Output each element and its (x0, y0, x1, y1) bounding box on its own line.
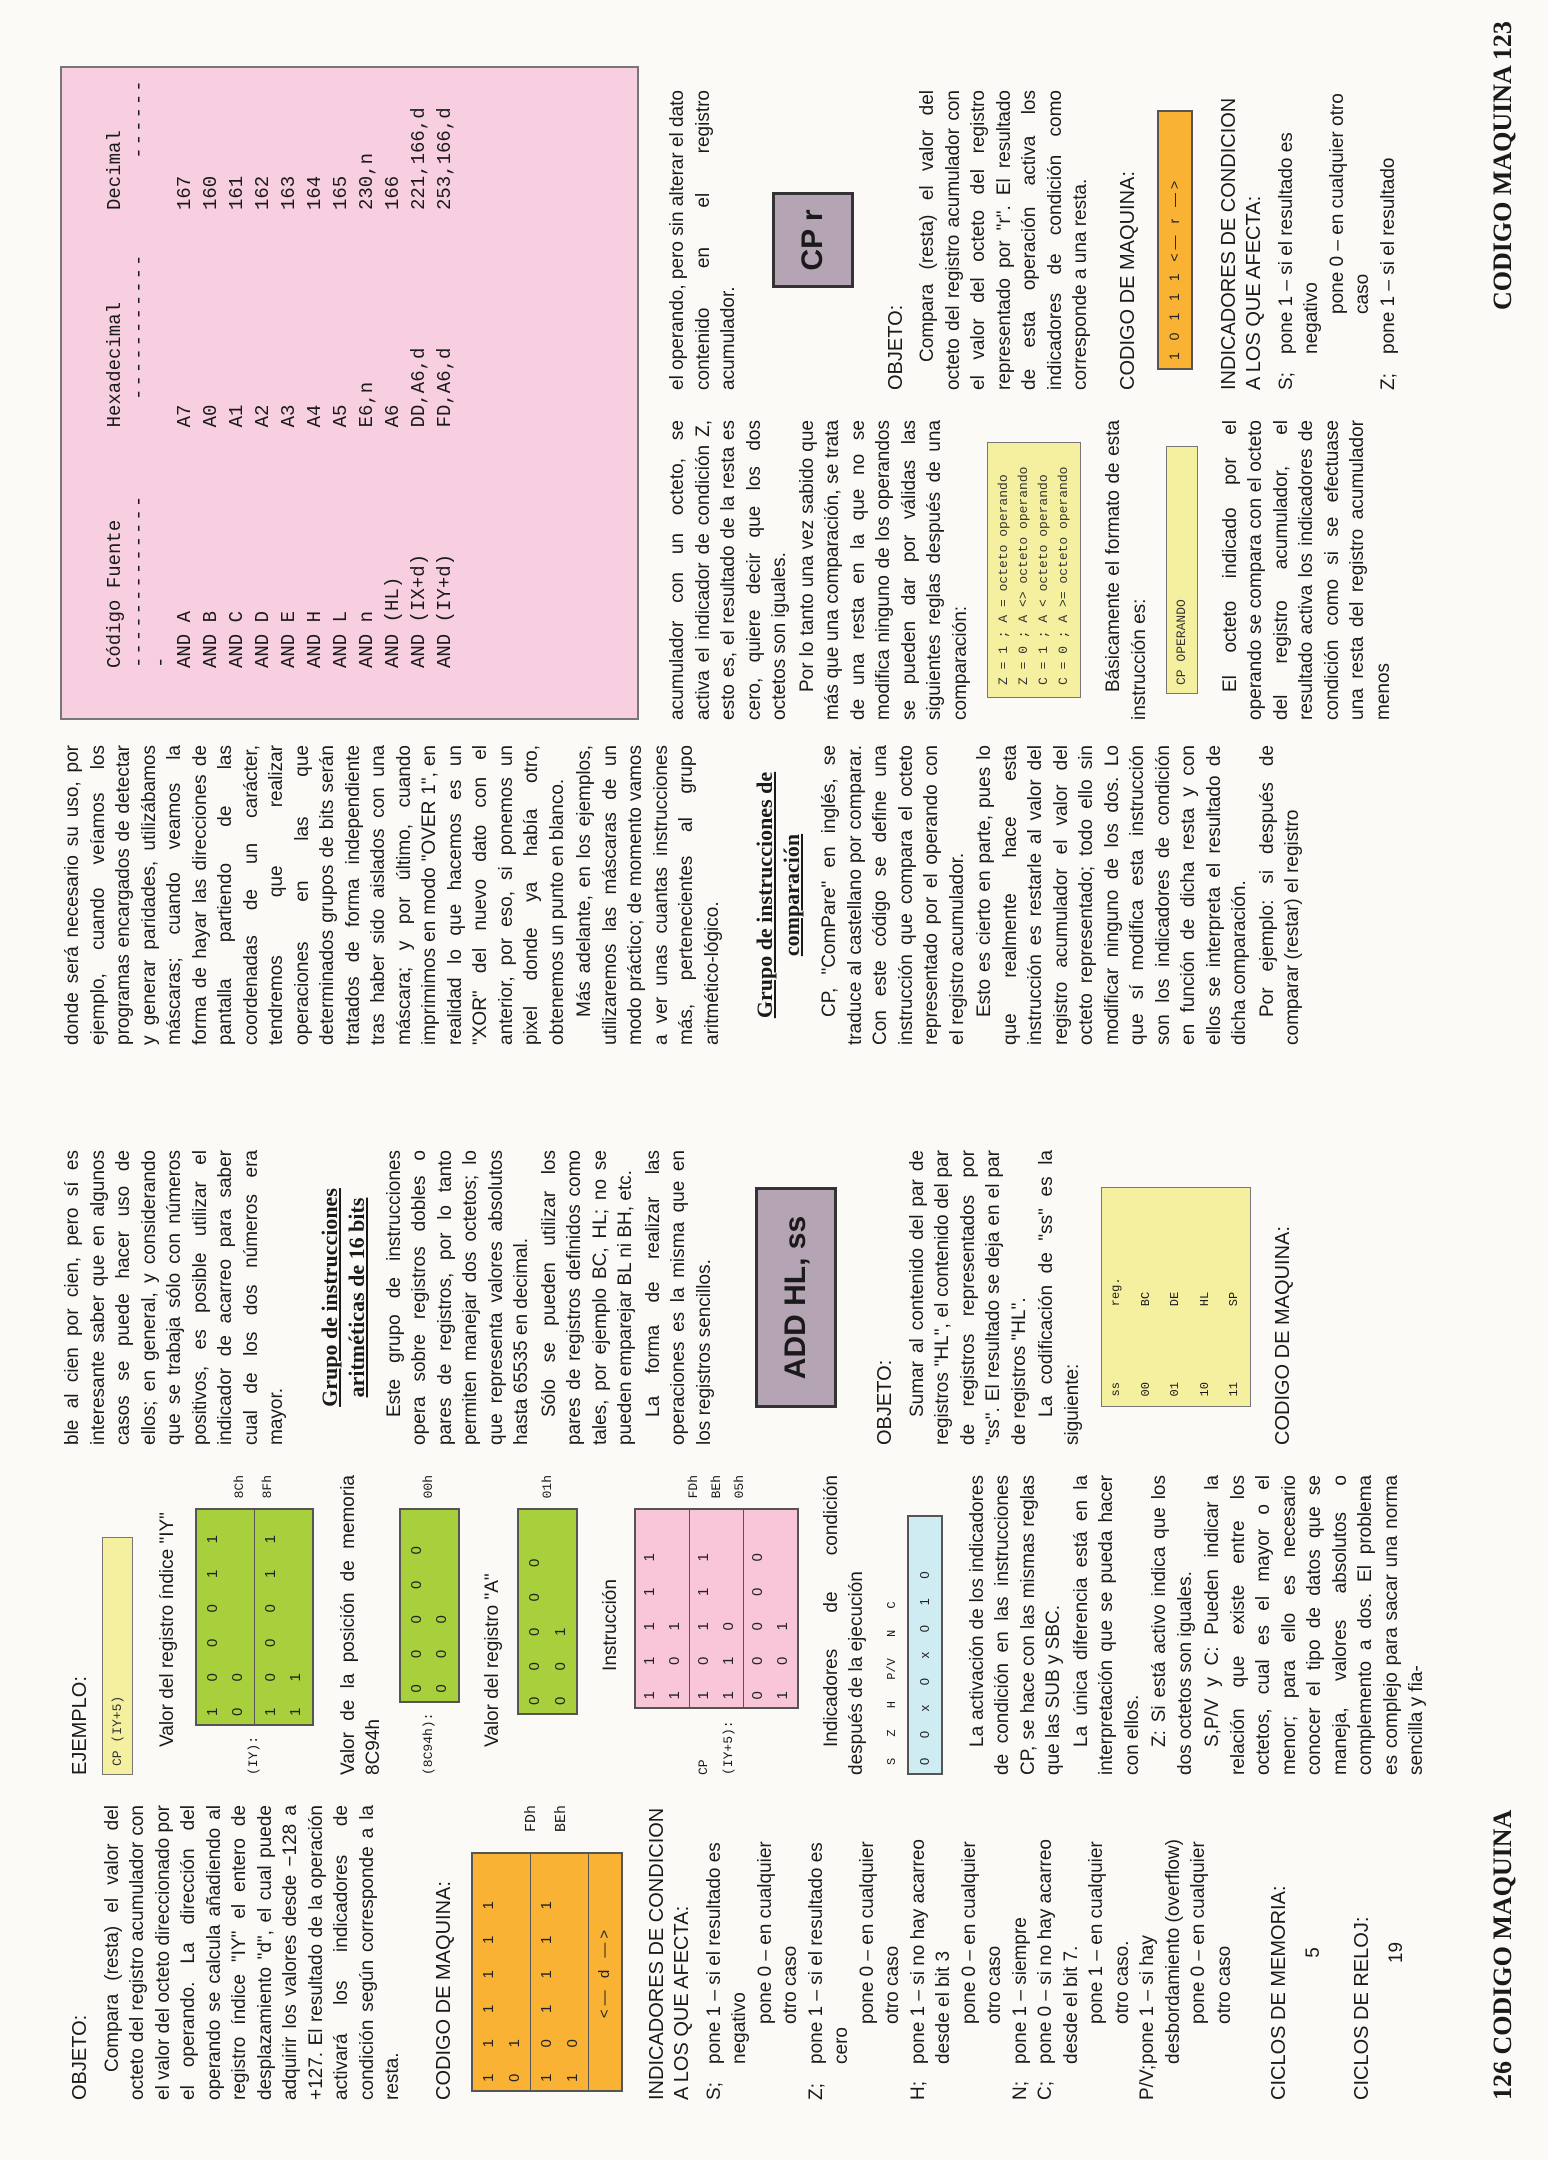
table-row: 11 SP (1227, 1291, 1241, 1397)
instr-bits-3: 0 0 0 0 0 1 0 1 (748, 1542, 791, 1700)
flag-key: N; (1009, 2081, 1031, 2100)
para-por-lo-tanto: Por lo tanto una vez sabido que más que una comparación, se trata de una resta en la que no se modifica ninguno de los operandos se pueden dar por válidas las siguientes reglas después de una comparación: (796, 420, 971, 720)
instr-bits-1: 1 1 1 1 1 1 0 1 (636, 1510, 690, 1707)
right-column-1 (60, 745, 1308, 1045)
flag-key: Z; (805, 2083, 827, 2100)
objeto-text-add: Sumar al contenido del par de registros "HL", el contenido del par de registros representados por "ss". El resultado se deja en el par de registros "HL". (906, 1150, 1030, 1445)
para-basicamente: Básicamente el formato de esta instrucción es: (1103, 420, 1150, 720)
flag-key: S; (1275, 372, 1297, 390)
para-acumulador: acumulador con un octeto, se activa el indicador de condición Z, esto es, el resultado de la resta es cero, quiere decir que los dos octetos son iguales. (667, 420, 790, 720)
table-cell: A1 (226, 404, 248, 428)
table-row (302, 68, 328, 678)
para-por-ejemplo: Por ejemplo: si después de comparar (restar) el registro (1256, 745, 1303, 1045)
flag-line: pone 0 – en cualquier otro caso (1188, 1841, 1235, 2024)
footer-left: 126 CODIGO MAQUINA (1488, 1809, 1517, 2100)
table-cell: 163 (278, 175, 300, 211)
ss-table (1101, 1188, 1251, 1408)
and-instructions-table: Código Fuente Hexadecimal Decimal ------------- ----------- ------- AND A A7 167 AND B A0 160 AND C A1 161 AND D A2 162 AND E A3 163 AND H A4 164 AND L A5 165 AND n E6,n 230,n AND (HL) A6 166 AND (IX+d) DD,A6,d 221,166,d AND (IY+d) FD,A6,d 253,166,d (102, 68, 458, 678)
flag-item (906, 1805, 1008, 2100)
table-cell: AND E (278, 610, 300, 668)
objeto-text-cp: Compara (resta) el valor del octeto del registro acumulador con el valor del octeto del registro representado por "r". El resultado de esta operación activa los indicadores de condición como corresponde a una resta. (917, 90, 1091, 390)
para-spvc: S,P/V y C: Pueden indicar la relación que existe entre los octetos, cual es el mayor o el menor; para ello es necesario conocer el tipo de datos que se maneja, valores absolutos o complemento a dos. El problema es complejo para sacar una norma sencilla y fia- (1202, 1475, 1427, 1775)
table-row: 01 DE (1168, 1291, 1182, 1397)
para-mascaras: donde será necesario su uso, por ejemplo, cuando veíamos los programas encargados de detectar y generar paridades, utilizábamos máscaras; cuando veamos la forma de hayar las direcciones de pantalla partiendo de las coordenadas de un carácter, tendremos que realizar operaciones en las que determinados grupos de bits serán tratados de forma independiente tras haber sido aislados con una máscara; y por último, cuando imprimimos en modo "OVER 1", en realidad lo que hacemos es un "XOR" del nuevo dato con el anterior, por eso, si ponemos un pixel donde ya había otro, obtenemos un punto en blanco. (62, 745, 568, 1045)
table-cell: AND A (174, 610, 196, 668)
code-bits-1: 1 1 1 1 1 1 0 1 (473, 1854, 531, 2090)
section-heading-16bit: Grupo de instrucciones aritméticas de 16 bits (316, 1188, 369, 1407)
rule-3: C = 1 ; A < octeto operando (1036, 474, 1051, 685)
codigo-label-add: CODIGO DE MAQUINA: (1271, 1226, 1294, 1445)
rules-box (987, 442, 1081, 698)
table-cell: AND L (330, 610, 352, 668)
iy-block (195, 1475, 314, 1775)
format-box: CP OPERANDO (1166, 446, 1198, 694)
rule-4: C = 0 ; A >= octeto operando (1056, 466, 1071, 685)
iy-hex-2: 8Fh (260, 1475, 275, 1499)
objeto-label-cp: OBJETO: (884, 304, 907, 390)
table-header: Código Fuente Hexadecimal Decimal (104, 130, 126, 668)
mem-bits: 0 0 0 0 0 0 0 0 (399, 1508, 460, 1702)
table-cell: 164 (304, 175, 326, 211)
flag-line: pone 1 – si el resultado es negativo (703, 1842, 750, 2064)
para-el-octeto: El octeto indicado por el operando se compara con el octeto del registro acumulador, el resultado activa los indicadores de condición como si se efectuase una resta del registro acumulador menos (1219, 420, 1394, 720)
para-diferencia: La única diferencia está en la interpretación que se pueda hacer con ellos. (1070, 1475, 1143, 1775)
iy-bits-2: 1 0 0 0 1 1 1 1 (261, 1524, 304, 1716)
flag-key: C; (1035, 2081, 1056, 2100)
indicadores-ej-label: Indicadores de condición después de la ejecución (820, 1475, 867, 1775)
instr-hex-2: BEh (708, 1475, 724, 1499)
flag-item (1033, 1805, 1135, 2100)
ciclos-memoria-label: CICLOS DE MEMORIA: (1268, 1885, 1290, 2100)
code-bits-d: <— d —> (596, 1925, 613, 2019)
table-row (224, 68, 250, 678)
flag-key: P/V; (1137, 2064, 1158, 2100)
table-cell: AND n (356, 610, 378, 668)
ciclos-reloj-value: 19 (1385, 1941, 1407, 1964)
table-row (276, 68, 302, 678)
table-row (380, 68, 406, 678)
para-operando: el operando, pero sin alterar el dato contenido en el registro acumulador. (667, 90, 739, 390)
table-cell: 230,n (356, 153, 378, 211)
table-cell: 253,166,d (434, 107, 456, 211)
para-z: Z: Si está activo indica que los dos octetos son iguales. (1149, 1475, 1196, 1775)
table-cell: 162 (252, 175, 274, 211)
table-cell: A5 (330, 404, 352, 428)
flag-line: pone 1 – siempre (1009, 1917, 1031, 2064)
table-cell: E6,n (356, 381, 378, 428)
para-top: ble al cien por cien, pero sí es interesante saber que en algunos casos se puede hacer uso de ellos; en general, y considerando que se trabaja sólo con números positivos, es posible utilizar el indicador de acarreo para saber cual de los dos números era mayor. (62, 1150, 287, 1445)
flag-line: pone 0 – en cualquier otro caso (958, 1841, 1005, 2024)
flag-line: pone 1 – si hay desbordamiento (overflow) (1137, 1839, 1184, 2064)
flag-item (1135, 1805, 1237, 2100)
table-cell: 160 (200, 175, 222, 211)
codif-text: La codificación de "ss" es la siguiente: (1036, 1150, 1083, 1445)
objeto-label-add: OBJETO: (874, 1359, 896, 1445)
table-cell: 167 (174, 175, 196, 211)
table-cell: AND (IY+d) (434, 553, 456, 668)
table-cell: AND B (200, 610, 222, 668)
table-row (172, 68, 198, 678)
flag-item (804, 1805, 906, 2100)
iy-bits-1: 1 0 0 0 1 1 0 0 (197, 1510, 255, 1724)
indicadores-label-cp: INDICADORES DE CONDICION A LOS QUE AFECTA: (1217, 97, 1265, 390)
codigo-label-cp: CODIGO DE MAQUINA: (1116, 171, 1139, 390)
mem-hex: 00h (421, 1475, 437, 1499)
table-row (432, 68, 458, 678)
right-column-2 (665, 420, 1398, 720)
table-row (354, 68, 380, 678)
iy-hex-1: 8Ch (232, 1475, 247, 1499)
indicadores-label: INDICADORES DE CONDICION A LOS QUE AFECTA: (645, 1807, 693, 2100)
para-esto-es-cierto: Esto es cierto en parte, pues lo que realmente hace esta instrucción es restarle al valor del registro acumulador el valor del octeto representado; todo ello sin modificar ninguno de los dos. Lo que sí modifica esta instrucción son los indicadores de condición en función de dicha resta y con ellos se interpreta el resultado de dicha comparación. (974, 745, 1250, 1045)
table-cell: AND D (252, 610, 274, 668)
code-box-cp: 1 0 1 1 1 <— r —> (1157, 110, 1193, 370)
instr-block (634, 1475, 799, 1775)
table-cell: AND C (226, 610, 248, 668)
a-block (517, 1475, 578, 1715)
objeto-text: Compara (resta) el valor del octeto del registro acumulador con el valor del octeto direccionado por el operando. La dirección del operando se calcula añadiendo al registro índice "IY" el entero de desplazamiento "d", el cual puede adquirir los valores desde −128 a +127. El resultado de la operación activará los indicadores de condición según corresponde a la resta. (101, 1805, 403, 2100)
code-bits-2: 1 0 1 1 1 1 1 0 (531, 1854, 589, 2090)
instr-title-add-hl: ADD HL, ss (755, 1187, 837, 1408)
table-row (198, 68, 224, 678)
mem-block (399, 1475, 460, 1775)
table-cell: FD,A6,d (434, 347, 456, 428)
ciclos-reloj-label: CICLOS DE RELOJ: (1351, 1916, 1373, 2100)
flag-line: pone 1 – en cualquier otro caso. (1086, 1841, 1133, 2024)
flag-line: pone 0 – si no hay acarreo desde el bit 7. (1035, 1839, 1082, 2064)
valor-mem-label: Valor de la posición de memoria 8C94h (337, 1475, 384, 1775)
rule-2: Z = 0 ; A <> octeto operando (1016, 466, 1031, 685)
instr-tag: CP (IY+5): (695, 1720, 736, 1775)
instr-bits-2: 1 0 1 1 1 1 1 0 (690, 1510, 744, 1707)
mem-tag: (8C94h): (421, 1712, 437, 1775)
flag-line: pone 1 – si el resultado es cero (805, 1842, 852, 2064)
ciclos-memoria-value: 5 (1302, 1947, 1324, 1958)
footer-right: CODIGO MAQUINA 123 (1488, 21, 1517, 310)
flag-values: 0 0 x 0 x 0 1 0 (907, 1515, 943, 1775)
table-cell: AND (HL) (382, 576, 404, 668)
a-hex: 01h (539, 1475, 555, 1499)
table-cell: 165 (330, 175, 352, 211)
right-column-3 (665, 90, 1401, 390)
rule-1: Z = 1 ; A = octeto operando (996, 474, 1011, 685)
table-row: 00 BC (1138, 1291, 1153, 1397)
flags-list (702, 1805, 1238, 2100)
left-column-1 (60, 1805, 1417, 2100)
flag-item (1274, 90, 1376, 390)
table-cell: 221,166,d (408, 107, 430, 211)
instruccion-label: Instrucción (600, 1579, 621, 1671)
para-16bit-c: La forma de realizar las operaciones es la misma que en los registros sencillos. (642, 1150, 715, 1445)
flag-item (702, 1805, 804, 2100)
flag-line: pone 1 – si el resultado es negativo (1275, 132, 1322, 354)
flag-line: pone 0 – en cualquier otro caso (856, 1841, 903, 2024)
table-cell: A4 (304, 404, 326, 428)
codigo-label: CODIGO DE MAQUINA: (432, 1881, 455, 2100)
flag-names: S Z H P/V N C (884, 1601, 899, 1765)
ss-header-ss: ss (1109, 1382, 1123, 1397)
flags-list-cp (1274, 90, 1402, 390)
flag-key: Z; (1377, 373, 1399, 390)
table-row: 10 HL (1197, 1291, 1212, 1397)
table-row (406, 68, 432, 678)
table-row (250, 68, 276, 678)
para-cp: CP, "ComPare" en inglés, se traduce al castellano por comparar. Con este código se define una instrucción que compara el octeto representado por el operando con el registro acumulador. (819, 745, 968, 1045)
flag-line: pone 1 – si el resultado (1377, 157, 1399, 354)
para-16bit-a: Este grupo de instrucciones opera sobre registros dobles o pares de registros, por lo tanto permiten manejar dos octetos; lo que representa valores absolutos hasta 65535 en decimal. (383, 1150, 532, 1445)
table-cell: 161 (226, 175, 248, 211)
left-column-3 (60, 1150, 1302, 1445)
flag-line: pone 0 – en cualquier otro caso (1326, 93, 1373, 314)
instr-hex-3: 05h (731, 1475, 747, 1499)
table-cell: A6 (382, 404, 404, 428)
table-cell: AND H (304, 610, 326, 668)
valor-a-label: Valor del registro "A" (481, 1573, 503, 1747)
table-row (328, 68, 354, 678)
table-cell: 166 (382, 175, 404, 211)
para-mas-adelante: Más adelante, en los ejemplos, utilizaremos las máscaras de un modo práctico; de momento vamos a ver unas cuantas instrucciones más, pertenecientes al grupo aritmético-lógico. (574, 745, 723, 1045)
flag-item (1008, 1805, 1034, 2100)
flag-item (1376, 90, 1402, 390)
table-cell: A7 (174, 404, 196, 428)
table-cell: DD,A6,d (408, 347, 430, 428)
flag-line: pone 0 – en cualquier otro caso (754, 1841, 801, 2024)
code-hex-1: FDh (522, 1805, 540, 1833)
para-activacion: La activación de los indicadores de condición en las instrucciones CP, se hace con las mismas reglas que las SUB y SBC. (966, 1475, 1064, 1775)
objeto-label: OBJETO: (69, 2014, 91, 2100)
left-column-2 (60, 1475, 1432, 1775)
machine-code-block (471, 1805, 623, 2092)
code-hex-2: BEh (552, 1805, 570, 1833)
flag-key: H; (907, 2081, 929, 2100)
section-heading-comparacion: Grupo de instrucciones de comparación (752, 771, 804, 1019)
table-cell: A2 (252, 404, 274, 428)
flag-line: pone 1 – si no hay acarreo desde el bit 3 (907, 1839, 954, 2064)
flag-key: S; (703, 2082, 725, 2100)
valor-iy-label: Valor del registro índice "IY" (157, 1512, 178, 1747)
iy-tag: (IY): (246, 1735, 262, 1775)
and-table-panel (60, 66, 639, 720)
ss-header-reg: reg. (1109, 1277, 1123, 1307)
ejemplo-label: EJEMPLO: (69, 1676, 91, 1775)
para-16bit-b: Sólo se pueden utilizar los pares de registros definidos como tales, por ejemplo BC, HL; no se pueden emparejar BL ni BH, etc. (538, 1150, 636, 1445)
table-cell: A0 (200, 404, 222, 428)
table-cell: A3 (278, 404, 300, 428)
table-cell: AND (IX+d) (408, 553, 430, 668)
a-bits: 0 0 0 0 0 0 0 1 (517, 1508, 578, 1715)
instr-title-cp-r: CP r (772, 192, 854, 288)
instr-hex-1: FDh (685, 1475, 701, 1499)
ejemplo-box: CP (IY+5) (102, 1537, 134, 1775)
